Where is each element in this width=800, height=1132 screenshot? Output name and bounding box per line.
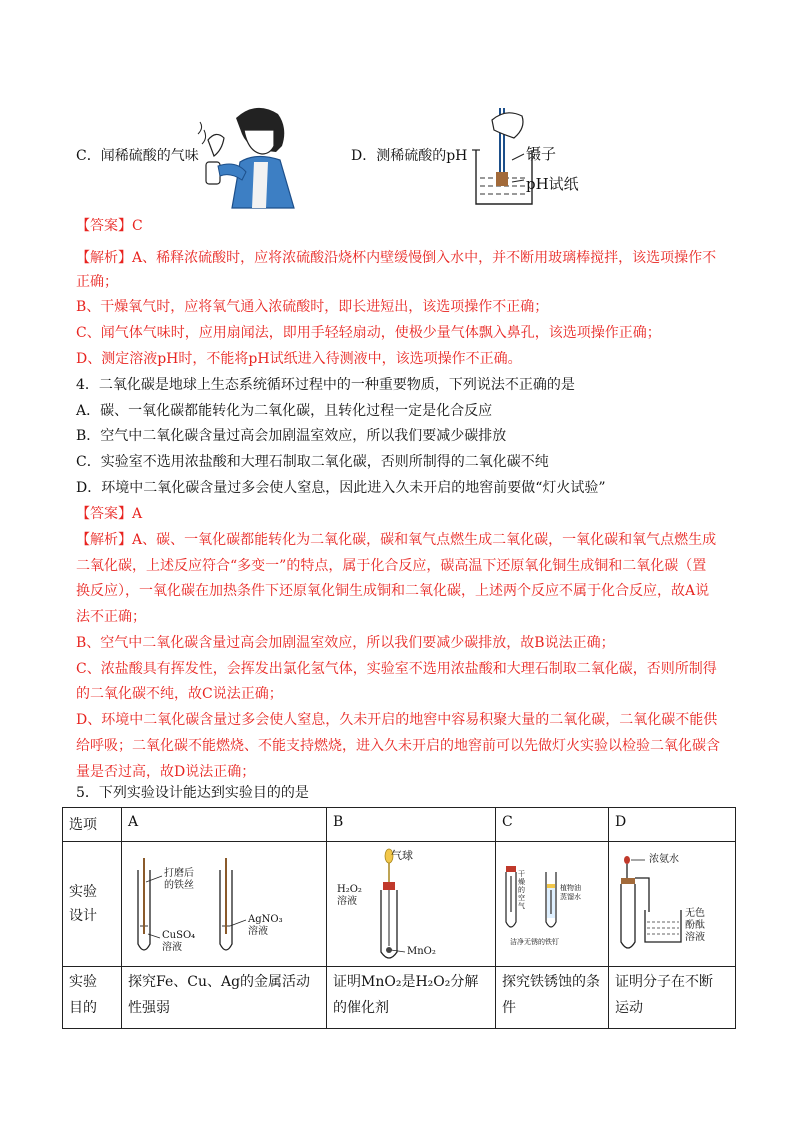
cuso4-label: 溶液 (162, 942, 182, 953)
purpose-line: 探究铁锈蚀的条 (502, 974, 600, 990)
design-cell-d (609, 842, 736, 967)
q4-option: C．实验室不选用浓盐酸和大理石制取二氧化碳，否则所制得的二氧化碳不纯 (76, 454, 549, 470)
q3-analysis-line: C、闻气体气味时，应用扇闻法，即用手轻轻扇动，使极少量气体飘入鼻孔，该选项操作正确； (76, 325, 661, 341)
header-cell: 选项 (63, 808, 122, 842)
option-d-text: D．测稀硫酸的pH (351, 148, 468, 164)
table-header-row (63, 808, 736, 842)
phenol-label: 无色 (685, 908, 705, 919)
ammonia-label: 浓氨水 (649, 854, 679, 865)
row-label (63, 842, 122, 967)
purpose-cell-a (122, 967, 327, 1029)
smelling-illustration (196, 100, 306, 212)
design-cell-a (122, 842, 327, 967)
header-cell: B (327, 808, 496, 842)
dry-air-label: 气 (518, 902, 525, 910)
q4-answer: 【答案】A (76, 506, 143, 522)
row-label-line: 实验 (69, 974, 97, 990)
row-label-line: 设计 (69, 908, 97, 924)
water-label: 蒸馏水 (560, 893, 581, 901)
q4-option: D．环境中二氧化碳含量过多会使人窒息，因此进入久未开启的地窖前要做“灯火试验” (76, 480, 606, 496)
purpose-line: 的催化剂 (333, 1000, 389, 1016)
oil-label: 植物油 (560, 884, 581, 892)
dry-air-label: 的 (518, 886, 525, 894)
q3-analysis-line: D、测定溶液pH时，不能将pH试纸进入待测液中，该选项操作不正确。 (76, 351, 522, 367)
table-row-design (63, 842, 736, 967)
mno2-label: MnO₂ (407, 946, 436, 957)
q3-analysis-line: B、干燥氧气时，应将氧气通入浓硫酸时，即长进短出，该选项操作不正确； (76, 299, 549, 315)
q4-analysis-line: 二氧化碳，上述反应符合“多变一”的特点，属于化合反应，碳高温下还原氧化铜生成铜和二氧化碳（置 (76, 558, 707, 574)
test-tubes-figure (128, 852, 318, 964)
q4-analysis-line: B、空气中二氧化碳含量过高会加剧温室效应，所以我们要减少碳排放，故B说法正确； (76, 635, 615, 651)
q4-analysis-line: D、环境中二氧化碳含量过多会使人窒息，久未开启的地窖中容易积聚大量的二氧化碳，二氧化碳不能供 (76, 712, 718, 728)
q3-analysis-line: 正确； (76, 274, 118, 290)
phenol-label: 溶液 (685, 932, 705, 943)
q4-analysis-line: 给呼吸；二氧化碳不能燃烧、不能支持燃烧，进入久未开启的地窖前可以先做灯火实验以检验二氧化碳含 (76, 738, 720, 754)
dry-air-label: 空 (518, 894, 525, 902)
q4-analysis-line: 法不正确； (76, 609, 146, 625)
q3-analysis-line: 【解析】A、稀释浓硫酸时，应将浓硫酸沿烧杯内壁缓慢倒入水中，并不断用玻璃棒搅拌，该选项操作不 (76, 250, 717, 266)
dry-air-label: 燥 (518, 878, 525, 886)
header-cell: A (122, 808, 327, 842)
q4-option: A．碳、一氧化碳都能转化为二氧化碳，且转化过程一定是化合反应 (76, 403, 493, 419)
agno3-label: AgNO₃ (248, 914, 283, 925)
h2o2-label: 溶液 (337, 896, 357, 907)
phenol-label: 酚酞 (685, 920, 705, 931)
design-cell-b (327, 842, 496, 967)
h2o2-label: H₂O₂ (337, 884, 362, 895)
design-cell-c (496, 842, 609, 967)
option-c-text: C．闻稀硫酸的气味 (76, 148, 199, 164)
purpose-cell-b (327, 967, 496, 1029)
iron-nail-figure (500, 862, 596, 944)
experiment-table (62, 807, 736, 1029)
purpose-line: 证明MnO₂是H₂O₂分解 (333, 974, 479, 990)
header-cell: C (496, 808, 609, 842)
nail-label: 洁净无锈的铁钉 (510, 938, 559, 946)
wire-label: 打磨后 (164, 868, 194, 879)
purpose-cell-c (496, 967, 609, 1029)
q4-analysis-line: 的二氧化碳不纯，故C说法正确； (76, 686, 283, 702)
purpose-line: 运动 (615, 1000, 643, 1016)
q4-analysis-line: 量是否过高，故D说法正确； (76, 764, 256, 780)
ammonia-figure (613, 852, 721, 962)
q4-analysis-line: 换反应），一氧化碳在加热条件下还原氧化铜生成铜和二氧化碳，上述两个反应不属于化合反应，故A说 (76, 583, 710, 599)
purpose-line: 证明分子在不断 (615, 974, 713, 990)
balloon-label: 气球 (391, 849, 413, 862)
q4-analysis-line: 【解析】A、碳、一氧化碳都能转化为二氧化碳，碳和氧气点燃生成二氧化碳，一氧化碳和氧气点燃生成 (76, 532, 717, 548)
tweezers-label: 镊子 (526, 145, 557, 163)
q3-answer: 【答案】C (76, 218, 143, 234)
table-row-purpose (63, 967, 736, 1029)
ph-paper-label: pH试纸 (526, 175, 579, 193)
row-label (63, 967, 122, 1029)
row-label-line: 目的 (69, 1000, 97, 1016)
purpose-line: 探究Fe、Cu、Ag的金属活动 (128, 974, 311, 990)
dry-air-label: 干 (518, 870, 525, 878)
purpose-cell-d (609, 967, 736, 1029)
wire-label: 的铁丝 (164, 880, 194, 891)
q5-stem: 5．下列实验设计能达到实验目的的是 (76, 785, 309, 801)
purpose-line: 性强弱 (128, 1000, 170, 1016)
agno3-label: 溶液 (248, 926, 268, 937)
purpose-line: 件 (502, 1000, 516, 1016)
cuso4-label: CuSO₄ (162, 930, 196, 941)
q4-analysis-line: C、浓盐酸具有挥发性，会挥发出氯化氢气体，实验室不选用浓盐酸和大理石制取二氧化碳，否则所制得 (76, 661, 717, 677)
q4-stem: 4．二氧化碳是地球上生态系统循环过程中的一种重要物质，下列说法不正确的是 (76, 377, 575, 393)
header-cell: D (609, 808, 736, 842)
row-label-line: 实验 (69, 884, 97, 900)
q4-option: B．空气中二氧化碳含量过高会加剧温室效应，所以我们要减少碳排放 (76, 428, 507, 444)
